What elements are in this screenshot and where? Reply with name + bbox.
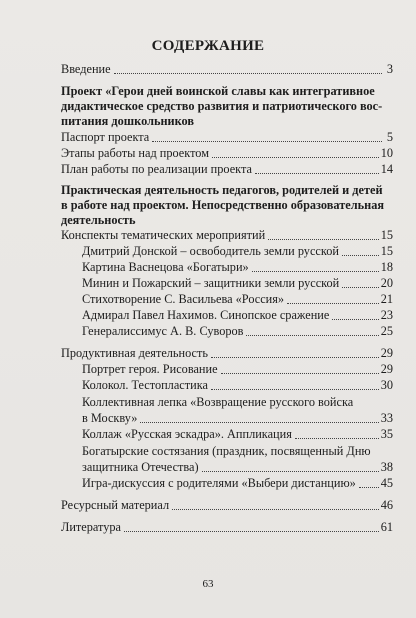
toc-leader-dots — [212, 156, 379, 158]
toc-entry-label: Адмирал Павел Нахимов. Синопское сражение — [82, 308, 330, 322]
toc-page-number: 35 — [380, 427, 393, 441]
toc-entry-label: План работы по реализации проекта — [61, 162, 252, 176]
toc-entry-collage — [82, 426, 393, 442]
toc-leader-dots — [359, 486, 379, 488]
toc-entry-label: Картина Васнецова «Богатыри» — [82, 260, 249, 274]
toc-entry-plan — [61, 161, 393, 177]
toc-entry-label: в Москву» — [82, 411, 138, 425]
toc-leader-dots — [287, 302, 379, 304]
toc-page-number: 5 — [386, 130, 393, 144]
toc-leader-dots — [295, 437, 379, 439]
toc-entry-russia-poem — [82, 291, 393, 307]
toc-leader-dots — [152, 140, 382, 142]
heading-line: в работе над проектом. Непосредственно образовательная — [61, 198, 385, 212]
toc-entry-lepka-line1: Коллективная лепка «Возвращение русского войска — [82, 395, 354, 409]
toc-entry-vasnetsov — [82, 259, 393, 275]
toc-page-number: 29 — [380, 346, 393, 360]
toc-entry-introduction — [61, 61, 393, 77]
toc-page-number: 10 — [380, 146, 393, 160]
toc-entry-label: Стихотворение С. Васильева «Россия» — [82, 292, 285, 306]
toc-leader-dots — [332, 318, 378, 320]
toc-leader-dots — [202, 470, 379, 472]
section-heading-practical — [61, 183, 399, 228]
toc-page-number: 30 — [380, 378, 393, 392]
toc-leader-dots — [114, 72, 382, 74]
section-heading-project — [61, 84, 399, 129]
toc-entry-label: Этапы работы над проектом — [61, 146, 209, 160]
toc-leader-dots — [255, 172, 379, 174]
toc-page-number: 46 — [380, 498, 393, 512]
toc-entry-label: Конспекты тематических мероприятий — [61, 228, 266, 242]
toc-entry-label: Минин и Пожарский – защитники земли русской — [82, 276, 340, 290]
toc-page-number: 3 — [386, 62, 393, 76]
toc-entry-bell — [82, 377, 393, 393]
toc-page-number: 25 — [380, 324, 393, 338]
toc-entry-literature — [61, 519, 393, 535]
toc-entry-portrait — [82, 361, 393, 377]
toc-leader-dots — [221, 372, 379, 374]
toc-page-number: 29 — [380, 362, 393, 376]
heading-line: Проект «Герои дней воинской славы как интегративное — [61, 84, 375, 98]
toc-entry-label: Литература — [61, 520, 122, 534]
heading-line: питания дошкольников — [61, 114, 195, 128]
toc-page-number: 15 — [380, 228, 393, 242]
toc-leader-dots — [140, 421, 378, 423]
toc-page-number: 15 — [380, 244, 393, 258]
toc-leader-dots — [342, 286, 378, 288]
toc-entry-games-line1: Богатырские состязания (праздник, посвященный Дню — [82, 444, 371, 458]
toc-entry-label: защитника Отечества) — [82, 460, 199, 474]
heading-line: Практическая деятельность педагогов, родителей и детей — [61, 183, 383, 197]
toc-page-number: 20 — [380, 276, 393, 290]
toc-entry-outlines — [61, 227, 393, 243]
toc-entry-resources — [61, 497, 393, 513]
toc-entry-games — [82, 459, 393, 475]
heading-line: деятельность — [61, 213, 136, 227]
toc-leader-dots — [124, 530, 379, 532]
toc-page-number: 23 — [380, 308, 393, 322]
toc-leader-dots — [342, 254, 379, 256]
page-title: СОДЕРЖАНИЕ — [151, 38, 265, 54]
toc-entry-label: Введение — [61, 62, 111, 76]
toc-entry-label: Продуктивная деятельность — [61, 346, 208, 360]
toc-entry-label: Коллаж «Русская эскадра». Аппликация — [82, 427, 292, 441]
toc-entry-label: Ресурсный материал — [61, 498, 170, 512]
page-number: 63 — [202, 578, 214, 590]
heading-line: дидактическое средство развития и патриотического вос- — [61, 99, 383, 113]
toc-entry-lepka — [82, 410, 393, 426]
toc-page-number: 14 — [380, 162, 393, 176]
toc-entry-label: Колокол. Тестопластика — [82, 378, 208, 392]
toc-leader-dots — [268, 238, 379, 240]
toc-entry-nakhimov — [82, 307, 393, 323]
toc-entry-stages — [61, 145, 393, 161]
toc-entry-suvorov — [82, 323, 393, 339]
toc-entry-label: Портрет героя. Рисование — [82, 362, 218, 376]
toc-page-number: 45 — [380, 476, 393, 490]
toc-entry-label: Игра-дискуссия с родителями «Выбери дистанцию» — [82, 476, 356, 490]
toc-leader-dots — [246, 334, 378, 336]
toc-leader-dots — [211, 356, 379, 358]
toc-entry-label: Генералиссимус А. В. Суворов — [82, 324, 244, 338]
toc-page-number: 18 — [380, 260, 393, 274]
toc-page-number: 21 — [380, 292, 393, 306]
toc-entry-minin — [82, 275, 393, 291]
toc-entry-label: Дмитрий Донской – освободитель земли русской — [82, 244, 339, 258]
toc-entry-discussion — [82, 475, 393, 491]
toc-page-number: 61 — [380, 520, 393, 534]
toc-entry-passport — [61, 129, 393, 145]
toc-page-number: 38 — [380, 460, 393, 474]
toc-entry-donskoy — [82, 243, 393, 259]
toc-page-number: 33 — [380, 411, 393, 425]
toc-leader-dots — [172, 508, 379, 510]
toc-entry-productive — [61, 345, 393, 361]
toc-entry-label: Паспорт проекта — [61, 130, 150, 144]
toc-leader-dots — [252, 270, 379, 272]
toc-leader-dots — [211, 388, 379, 390]
